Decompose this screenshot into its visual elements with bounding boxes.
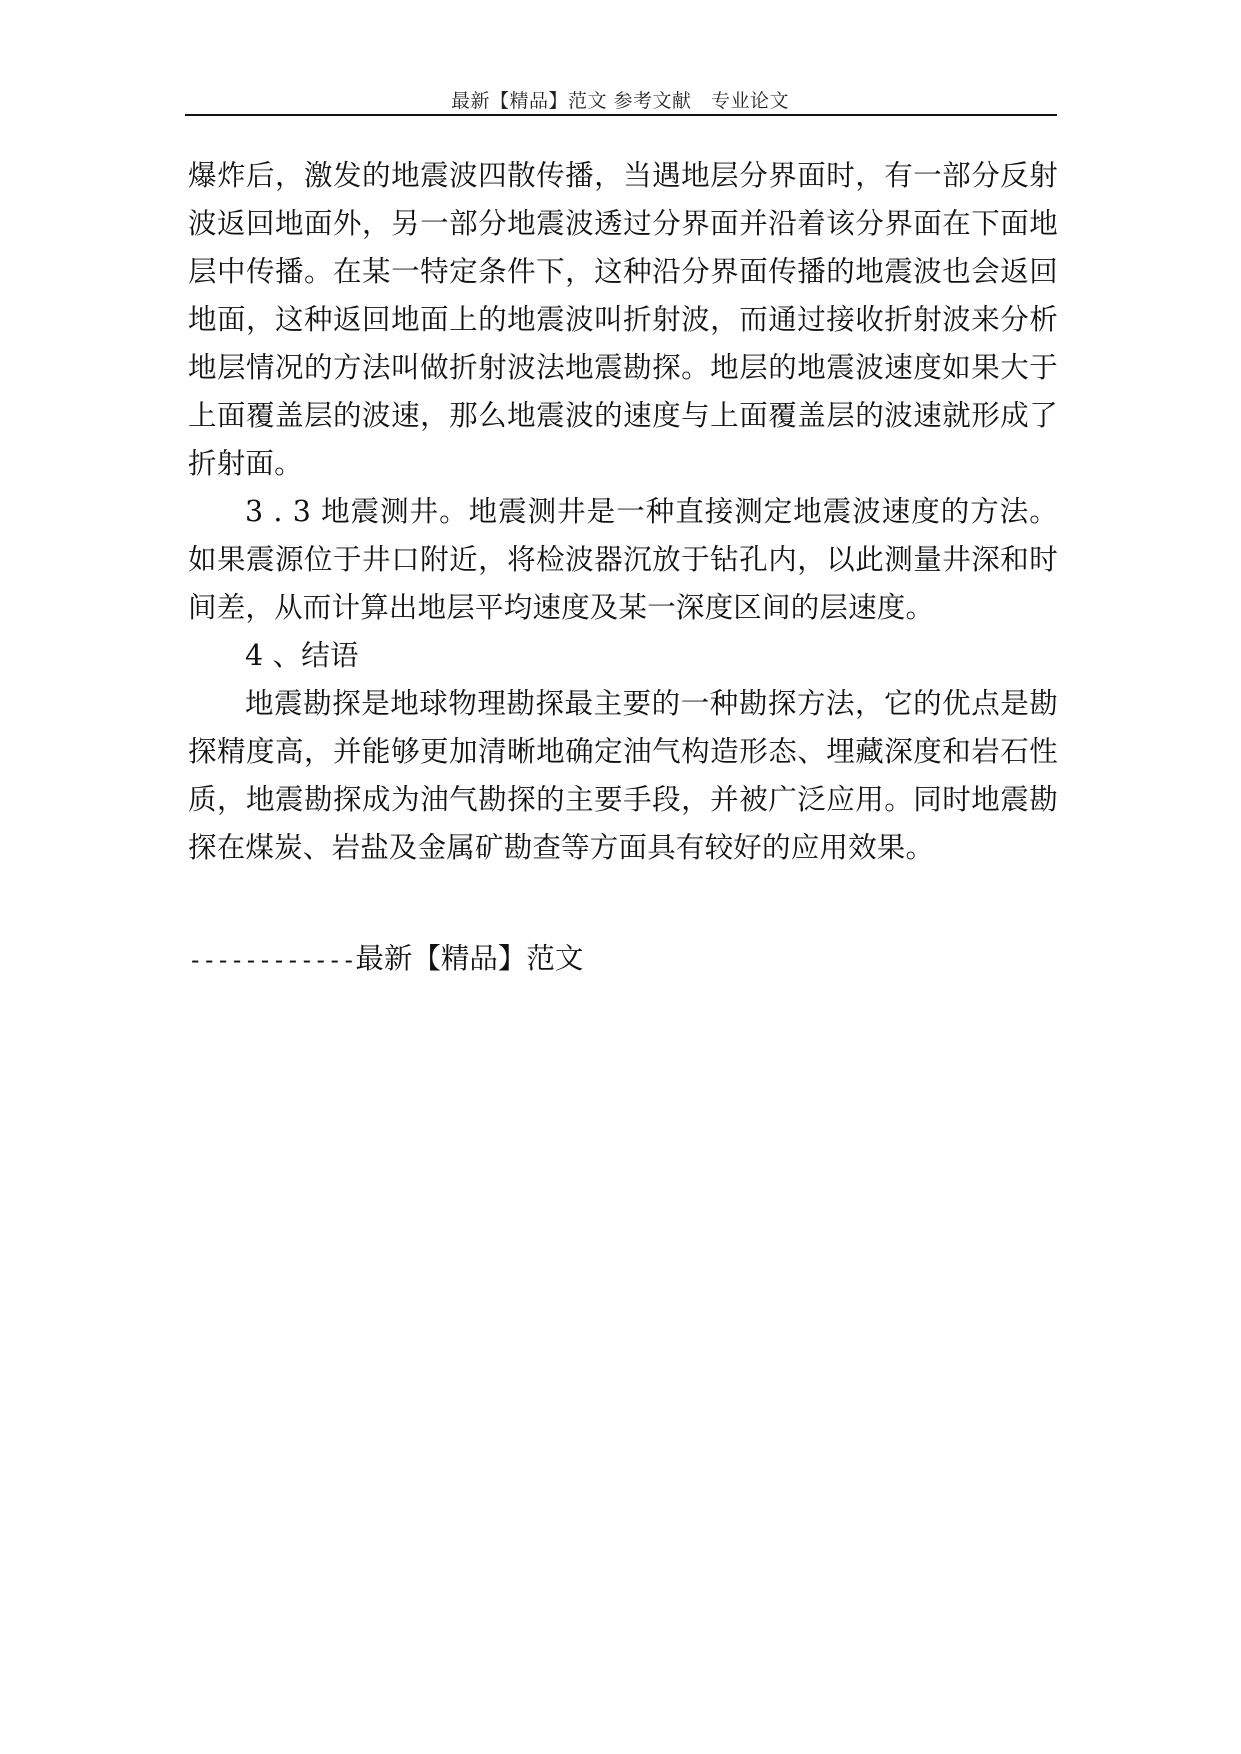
section-heading: 4 、结语: [245, 639, 359, 672]
body-paragraph: 地震勘探是地球物理勘探最主要的一种勘探方法，它的优点是勘探精度高，并能够更加清晰地确定油气构造形态、埋藏深度和岩石性质，地震勘探成为油气勘探的主要手段，并被广泛应用。同时地震勘探在煤炭、岩盐及金属矿勘查等方面具有较好的应用效果。: [188, 687, 1058, 864]
page-header: 最新【精品】范文 参考文献 专业论文: [450, 90, 790, 112]
body-paragraph: 爆炸后，激发的地震波四散传播，当遇地层分界面时，有一部分反射波返回地面外，另一部分地震波透过分界面并沿着该分界面在下面地层中传播。在某一特定条件下，这种沿分界面传播的地震波也会返回地面，这种返回地面上的地震波叫折射波，而通过接收折射波来分析地层情况的方法叫做折射波法地震勘探。地层的地震波速度如果大于上面覆盖层的波速，那么地震波的速度与上面覆盖层的波速就形成了折射面。: [188, 159, 1058, 480]
footer-dashes: ------------: [188, 946, 356, 974]
header-divider: [185, 114, 1057, 116]
footer-text: 最新【精品】范文: [355, 942, 584, 975]
body-content: [188, 152, 1058, 872]
body-paragraph: 3 . 3 地震测井。地震测井是一种直接测定地震波速度的方法。如果震源位于井口附近，将检波器沉放于钻孔内，以此测量井深和时间差，从而计算出地层平均速度及某一深度区间的层速度。: [188, 495, 1058, 624]
footer-line: [188, 935, 583, 984]
